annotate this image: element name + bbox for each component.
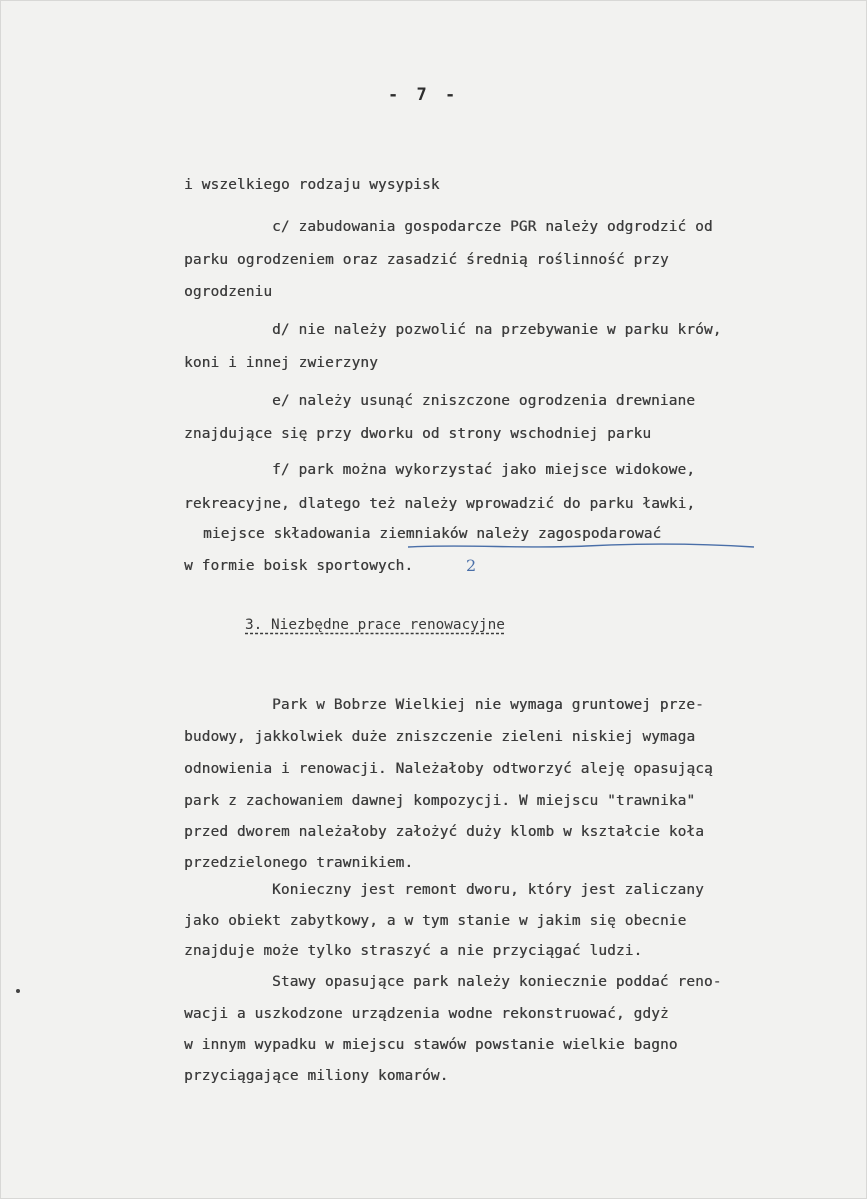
text-line: d/ nie należy pozwolić na przebywanie w parku krów, bbox=[272, 322, 722, 338]
text-line: ogrodzeniu bbox=[184, 284, 273, 300]
text-line: przed dworem należałoby założyć duży klomb w kształcie koła bbox=[184, 824, 705, 840]
text-line: rekreacyjne, dlatego też należy wprowadzić do parku ławki, bbox=[184, 496, 696, 512]
text-line: znajduje może tylko straszyć a nie przyciągać ludzi. bbox=[184, 943, 643, 959]
text-line: w innym wypadku w miejscu stawów powstanie wielkie bagno bbox=[184, 1037, 678, 1053]
ink-speck bbox=[16, 989, 20, 993]
text-line: park z zachowaniem dawnej kompozycji. W miejscu "trawnika" bbox=[184, 793, 696, 809]
text-line: jako obiekt zabytkowy, a w tym stanie w jakim się obecnie bbox=[184, 913, 687, 929]
text-line: przyciągające miliony komarów. bbox=[184, 1068, 449, 1084]
text-line: i wszelkiego rodzaju wysypisk bbox=[184, 177, 440, 193]
text-line: w formie boisk sportowych. bbox=[184, 558, 414, 574]
text-line: e/ należy usunąć zniszczone ogrodzenia drewniane bbox=[272, 393, 696, 409]
text-line: przedzielonego trawnikiem. bbox=[184, 855, 414, 871]
pen-underline bbox=[406, 540, 756, 552]
page-number: - 7 - bbox=[388, 85, 460, 105]
text-line: wacji a uszkodzone urządzenia wodne rekonstruować, gdyż bbox=[184, 1006, 669, 1022]
handwritten-mark: 2 bbox=[466, 556, 477, 575]
text-line: miejsce składowania ziemniaków należy zagospodarować bbox=[203, 526, 662, 542]
text-line: Konieczny jest remont dworu, który jest zaliczany bbox=[272, 882, 704, 898]
text-line: parku ogrodzeniem oraz zasadzić średnią roślinność przy bbox=[184, 252, 669, 268]
text-line: f/ park można wykorzystać jako miejsce widokowe, bbox=[272, 462, 696, 478]
section-heading: 3. Niezbędne prace renowacyjne bbox=[245, 617, 505, 633]
text-line: koni i innej zwierzyny bbox=[184, 355, 378, 371]
text-line: Park w Bobrze Wielkiej nie wymaga gruntowej prze- bbox=[272, 697, 704, 713]
text-line: odnowienia i renowacji. Należałoby odtworzyć aleję opasującą bbox=[184, 761, 713, 777]
text-line: znajdujące się przy dworku od strony wschodniej parku bbox=[184, 426, 652, 442]
text-line: Stawy opasujące park należy koniecznie poddać reno- bbox=[272, 974, 722, 990]
text-line: budowy, jakkolwiek duże zniszczenie zieleni niskiej wymaga bbox=[184, 729, 696, 745]
text-line: c/ zabudowania gospodarcze PGR należy odgrodzić od bbox=[272, 219, 713, 235]
